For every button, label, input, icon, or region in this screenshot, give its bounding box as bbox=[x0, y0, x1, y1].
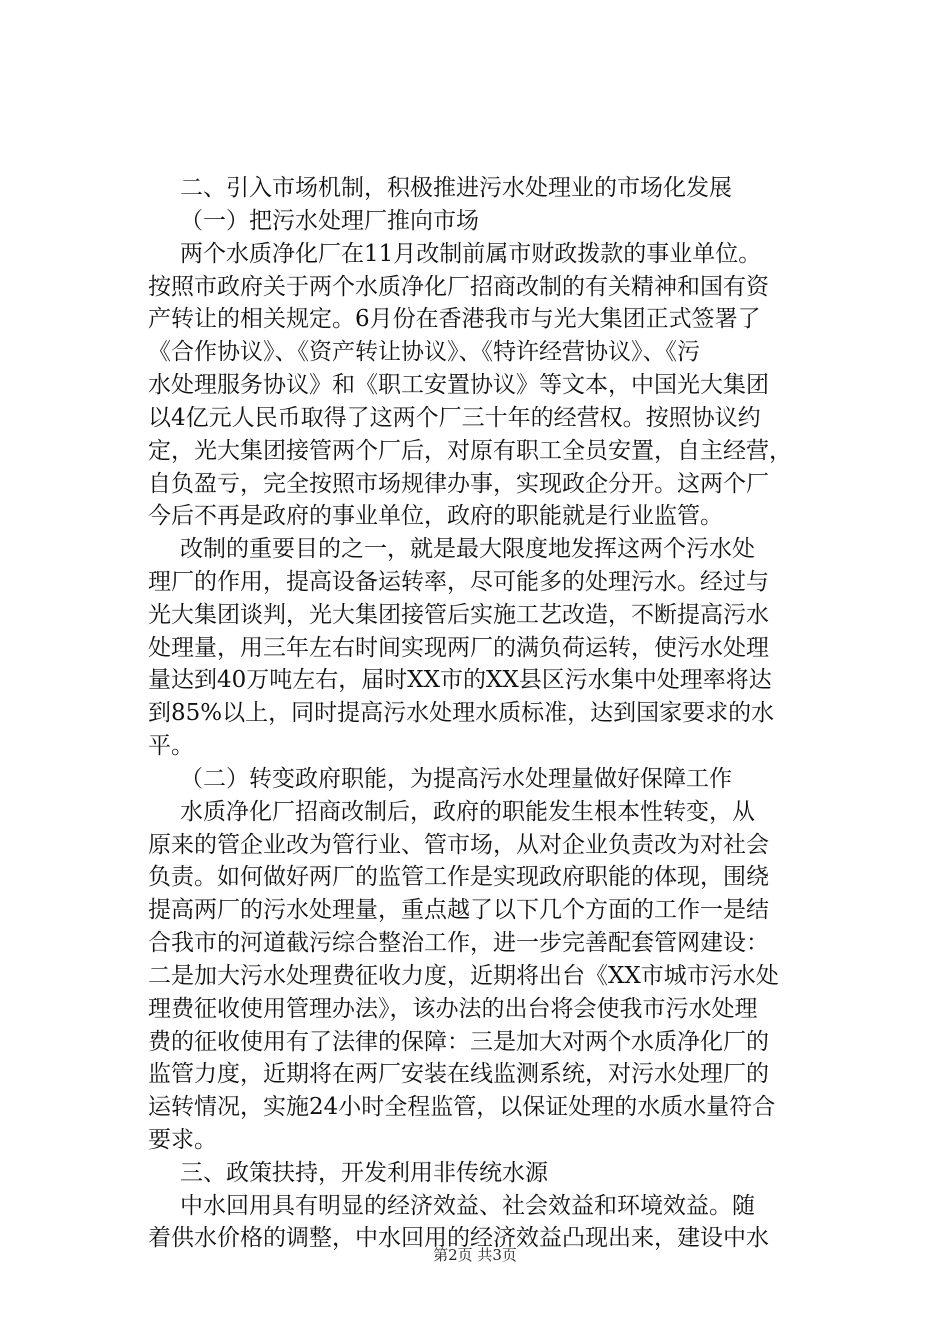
section-heading: 三、政策扶持，开发利用非传统水源 bbox=[180, 1160, 548, 1186]
body-text-line: 理费征收使用管理办法》，该办法的出台将会使我市污水处理 bbox=[148, 996, 758, 1022]
body-text-line: 运转情况，实施24小时全程监管，以保证处理的水质水量符合 bbox=[148, 1094, 776, 1120]
body-text-line: 监管力度，近期将在两厂安装在线监测系统，对污水处理厂的 bbox=[148, 1061, 769, 1087]
page-number-footer: 第2页 共3页 bbox=[433, 1246, 517, 1264]
body-text-line: 着供水价格的调整，中水回用的经济效益凸现出来，建设中水 bbox=[148, 1225, 769, 1251]
body-text-line: 定，光大集团接管两个厂后，对原有职工全员安置，自主经营， bbox=[148, 438, 792, 464]
body-text-line: 水质净化厂招商改制后，政府的职能发生根本性转变，从 bbox=[180, 799, 755, 825]
section-heading: 二、引入市场机制，积极推进污水处理业的市场化发展 bbox=[180, 175, 732, 201]
subsection-heading: （一）把污水处理厂推向市场 bbox=[180, 208, 479, 234]
body-text-line: 理厂的作用，提高设备运转率，尽可能多的处理污水。经过与 bbox=[148, 569, 769, 595]
body-text-line: 产转让的相关规定。6月份在香港我市与光大集团正式签署了 bbox=[148, 306, 761, 332]
body-text-line: 原来的管企业改为管行业、管市场，从对企业负责改为对社会 bbox=[148, 832, 769, 858]
body-text-line: 要求。 bbox=[148, 1127, 217, 1153]
body-text-line: 平。 bbox=[148, 733, 194, 759]
body-text-line: 量达到40万吨左右，届时XX市的XX县区污水集中处理率将达 bbox=[148, 667, 772, 693]
body-text-line: 提高两厂的污水处理量，重点越了以下几个方面的工作一是结 bbox=[148, 897, 769, 923]
subsection-heading: （二）转变政府职能，为提高污水处理量做好保障工作 bbox=[180, 766, 732, 792]
body-text-line: 光大集团谈判，光大集团接管后实施工艺改造，不断提高污水 bbox=[148, 602, 769, 628]
body-text-line: 合我市的河道截污综合整治工作，进一步完善配套管网建设： bbox=[148, 930, 769, 956]
body-text-line: 按照市政府关于两个水质净化厂招商改制的有关精神和国有资 bbox=[148, 274, 769, 300]
body-text-line: 中水回用具有明显的经济效益、社会效益和环境效益。随 bbox=[180, 1193, 755, 1219]
body-text-line: 二是加大污水处理费征收力度，近期将出台《XX市城市污水处 bbox=[148, 963, 779, 989]
body-text-line: 费的征收使用有了法律的保障：三是加大对两个水质净化厂的 bbox=[148, 1029, 769, 1055]
body-text-line: 负责。如何做好两厂的监管工作是实现政府职能的体现，围绕 bbox=[148, 864, 769, 890]
body-text-line: 两个水质净化厂在11月改制前属市财政拨款的事业单位。 bbox=[180, 241, 762, 267]
body-text-line: 自负盈亏，完全按照市场规律办事，实现政企分开。这两个厂 bbox=[148, 471, 769, 497]
body-text-line: 《合作协议》、《资产转让协议》、《特许经营协议》、《污 bbox=[148, 339, 700, 365]
body-text-line: 水处理服务协议》和《职工安置协议》等文本，中国光大集团 bbox=[148, 372, 769, 398]
body-text-line: 处理量，用三年左右时间实现两厂的满负荷运转，使污水处理 bbox=[148, 635, 769, 661]
body-text-line: 以4亿元人民币取得了这两个厂三十年的经营权。按照协议约 bbox=[148, 405, 761, 431]
body-text-line: 到85%以上，同时提高污水处理水质标准，达到国家要求的水 bbox=[148, 700, 775, 726]
body-text-line: 今后不再是政府的事业单位，政府的职能就是行业监管。 bbox=[148, 503, 723, 529]
body-text-line: 改制的重要目的之一，就是最大限度地发挥这两个污水处 bbox=[180, 536, 755, 562]
